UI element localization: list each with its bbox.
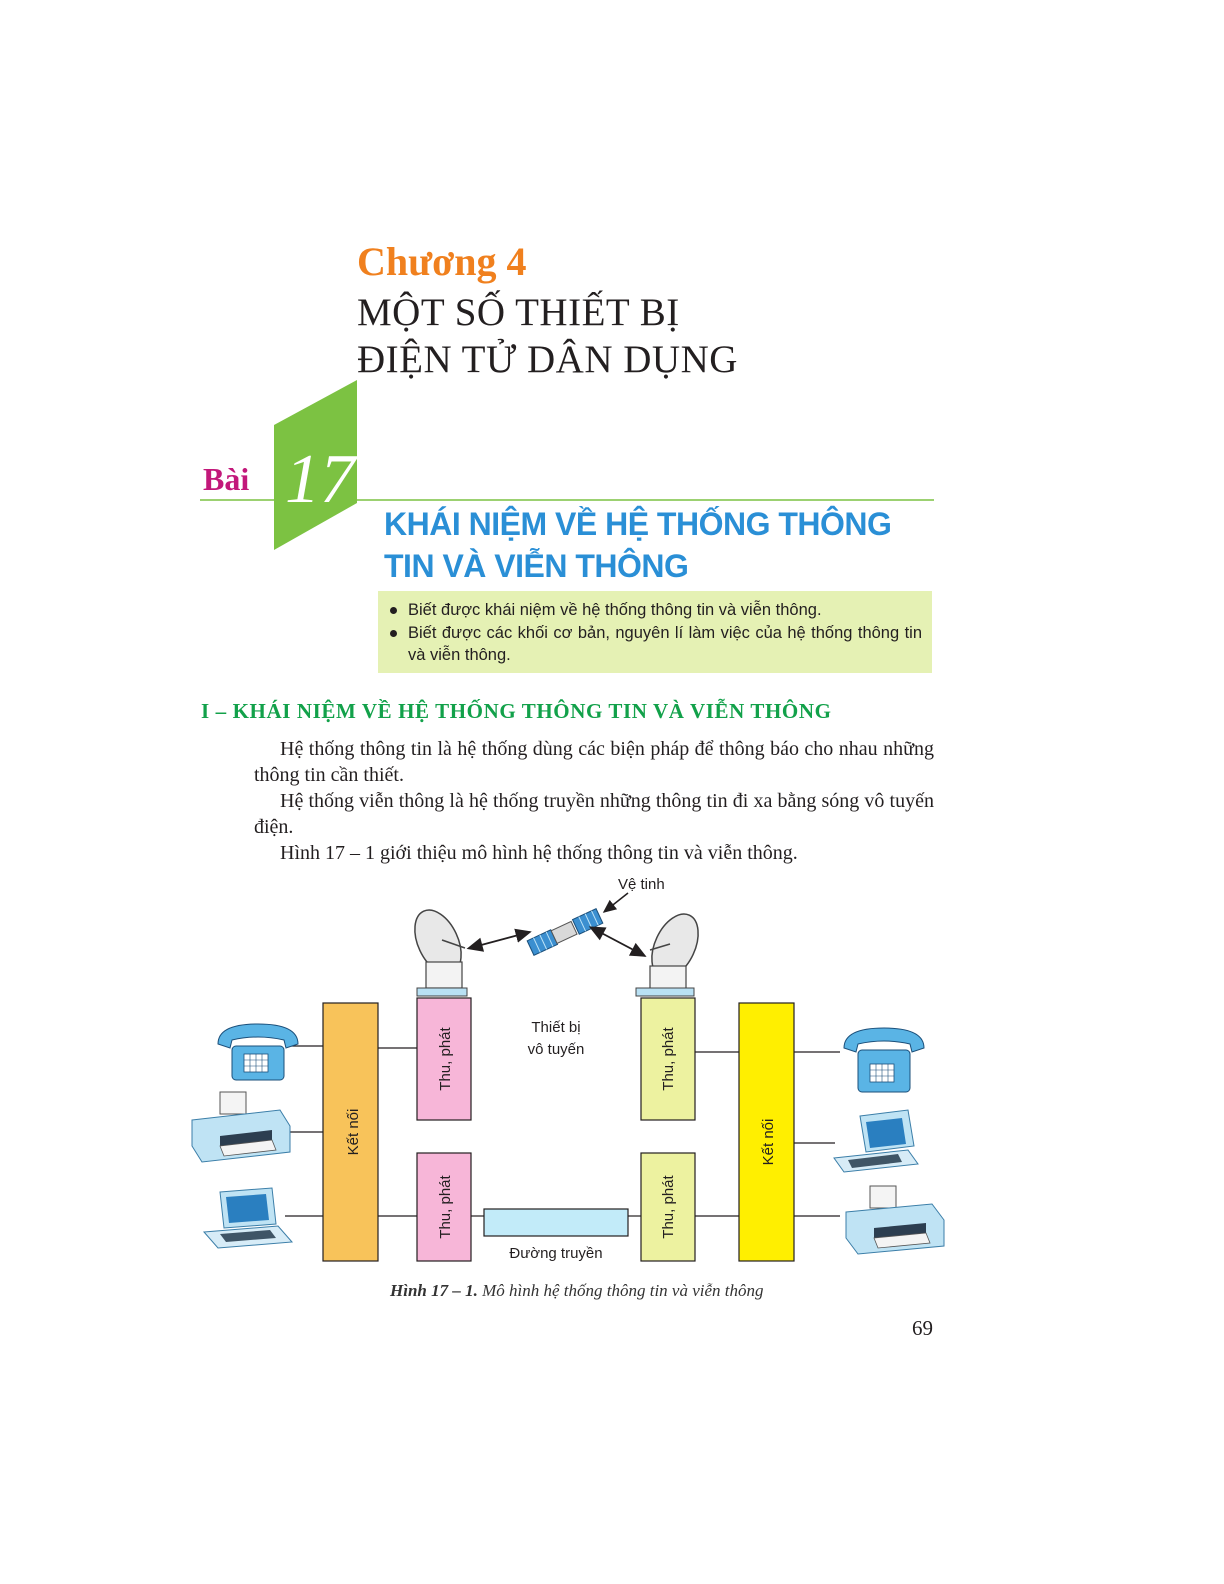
telecom-system-diagram bbox=[180, 870, 960, 1275]
satellite-dish-right-icon bbox=[636, 907, 707, 996]
chapter-title-line-2: ĐIỆN TỬ DÂN DỤNG bbox=[357, 338, 738, 381]
figure-caption bbox=[390, 1281, 764, 1301]
telephone-icon bbox=[844, 1028, 924, 1092]
signal-arrow-right bbox=[592, 928, 645, 956]
transmission-line-label: Đường truyền bbox=[509, 1245, 603, 1262]
section-heading: I – KHÁI NIỆM VỀ HỆ THỐNG THÔNG TIN VÀ VIỄN THÔNG bbox=[201, 699, 832, 723]
laptop-icon bbox=[204, 1188, 292, 1248]
figure-caption-text: Mô hình hệ thống thông tin và viễn thông bbox=[482, 1281, 764, 1300]
objectives-list bbox=[378, 591, 932, 666]
objectives-box bbox=[378, 591, 932, 673]
objective-item: Biết được các khối cơ bản, nguyên lí làm việc của hệ thống thông tin và viễn thông. bbox=[408, 624, 922, 664]
lesson-word: Bài bbox=[203, 461, 250, 497]
printer-icon bbox=[846, 1186, 944, 1254]
wireless-label-line-2: vô tuyến bbox=[527, 1041, 585, 1058]
objective-item: Biết được khái niệm về hệ thống thông tin và viễn thông. bbox=[408, 599, 922, 621]
chapter-label: Chương 4 bbox=[357, 239, 527, 284]
satellite-icon bbox=[527, 909, 603, 956]
satellite-label: Vệ tinh bbox=[618, 876, 665, 893]
paragraph: Hệ thống thông tin là hệ thống dùng các biện pháp để thông báo cho nhau những thông tin cần thiết. bbox=[254, 738, 934, 786]
transceiver-label: Thu, phát bbox=[437, 1175, 454, 1239]
paragraph: Hình 17 – 1 giới thiệu mô hình hệ thống thông tin và viễn thông. bbox=[280, 842, 798, 864]
page-number: 69 bbox=[912, 1316, 933, 1340]
connect-label-right: Kết nối bbox=[760, 1118, 777, 1166]
satellite-dish-left-icon bbox=[406, 903, 471, 996]
telephone-icon bbox=[218, 1024, 298, 1080]
transmission-line bbox=[484, 1209, 628, 1236]
connect-label-left: Kết nối bbox=[345, 1108, 362, 1156]
lesson-title: KHÁI NIỆM VỀ HỆ THỐNG THÔNG TIN VÀ VIỄN THÔNG bbox=[384, 506, 892, 584]
transceiver-label: Thu, phát bbox=[437, 1027, 454, 1091]
paragraph: Hệ thống viễn thông là hệ thống truyền những thông tin đi xa bằng sóng vô tuyến điện. bbox=[254, 790, 934, 838]
lesson-number: 17 bbox=[285, 441, 355, 518]
figure-caption-number: Hình 17 – 1. bbox=[390, 1281, 478, 1300]
chapter-title-line-1: MỘT SỐ THIẾT BỊ bbox=[357, 291, 680, 334]
transceiver-label: Thu, phát bbox=[660, 1027, 677, 1091]
signal-arrow-left bbox=[470, 932, 530, 948]
wireless-label-line-1: Thiết bị bbox=[531, 1019, 581, 1036]
transceiver-label: Thu, phát bbox=[660, 1175, 677, 1239]
printer-icon bbox=[192, 1092, 290, 1162]
laptop-icon bbox=[834, 1110, 918, 1172]
